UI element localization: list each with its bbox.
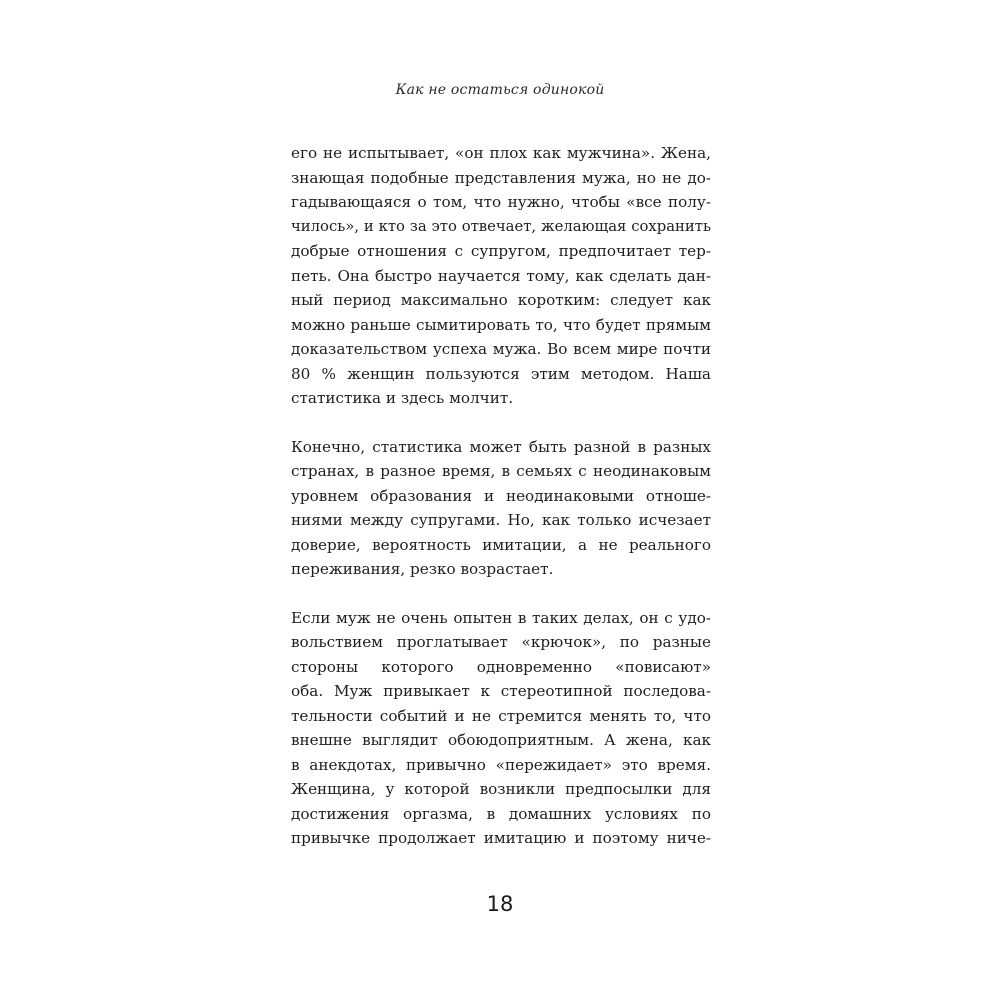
text-line: вольствием проглатывает «крючок», по разные <box>291 633 711 651</box>
text-line: странах, в разное время, в семьях с неодинаковым <box>291 462 711 480</box>
paragraph-1 <box>291 141 711 411</box>
text-line: доказательством успеха мужа. Во всем мире почти <box>291 340 711 358</box>
text-line: достижения оргазма, в домашних условиях по <box>291 804 711 823</box>
running-head: Как не остаться одинокой <box>395 82 605 98</box>
text-line: статистика и здесь молчит. <box>291 389 514 407</box>
text-line: Женщина, у которой возникли предпосылки для <box>291 780 711 798</box>
text-line: можно раньше сымитировать то, что будет прямым <box>291 315 711 334</box>
text-line: доверие, вероятность имитации, а не реального <box>291 535 711 554</box>
text-line: Конечно, статистика может быть разной в разных <box>291 437 711 456</box>
text-line: его не испытывает, «он плох как мужчина». Жена, <box>291 144 711 162</box>
text-line: тельности событий и не стремится менять то, что <box>291 706 711 725</box>
body-text <box>291 141 711 851</box>
text-line: оба. Муж привыкает к стереотипной последова- <box>291 682 711 700</box>
text-line: гадывающаяся о том, что нужно, чтобы «все полу- <box>291 193 711 211</box>
text-line: ниями между супругами. Но, как только исчезает <box>291 511 711 529</box>
paragraph-2 <box>291 435 711 582</box>
text-line: петь. Она быстро научается тому, как сделать дан- <box>291 266 711 285</box>
text-line: в анекдотах, привычно «пережидает» это время. <box>291 755 711 774</box>
text-line: добрые отношения с супругом, предпочитает тер- <box>291 242 711 260</box>
page-number: 18 <box>486 892 514 916</box>
text-line: чилось», и кто за это отвечает, желающая сохранить <box>291 217 711 235</box>
text-line: внешне выглядит обоюдоприятным. А жена, как <box>291 731 711 749</box>
text-line: Если муж не очень опытен в таких делах, он с удо- <box>291 608 711 627</box>
paragraph-3 <box>291 606 711 851</box>
text-line: стороны которого одновременно «повисают» <box>291 657 711 676</box>
text-line: переживания, резко возрастает. <box>291 560 554 578</box>
text-line: знающая подобные представления мужа, но не до- <box>291 168 711 187</box>
text-line: 80 % женщин пользуются этим методом. Наша <box>291 364 711 383</box>
text-line: привычке продолжает имитацию и поэтому ниче- <box>291 829 711 847</box>
text-line: ный период максимально коротким: следует как <box>291 291 711 309</box>
text-line: уровнем образования и неодинаковыми отноше- <box>291 486 711 505</box>
